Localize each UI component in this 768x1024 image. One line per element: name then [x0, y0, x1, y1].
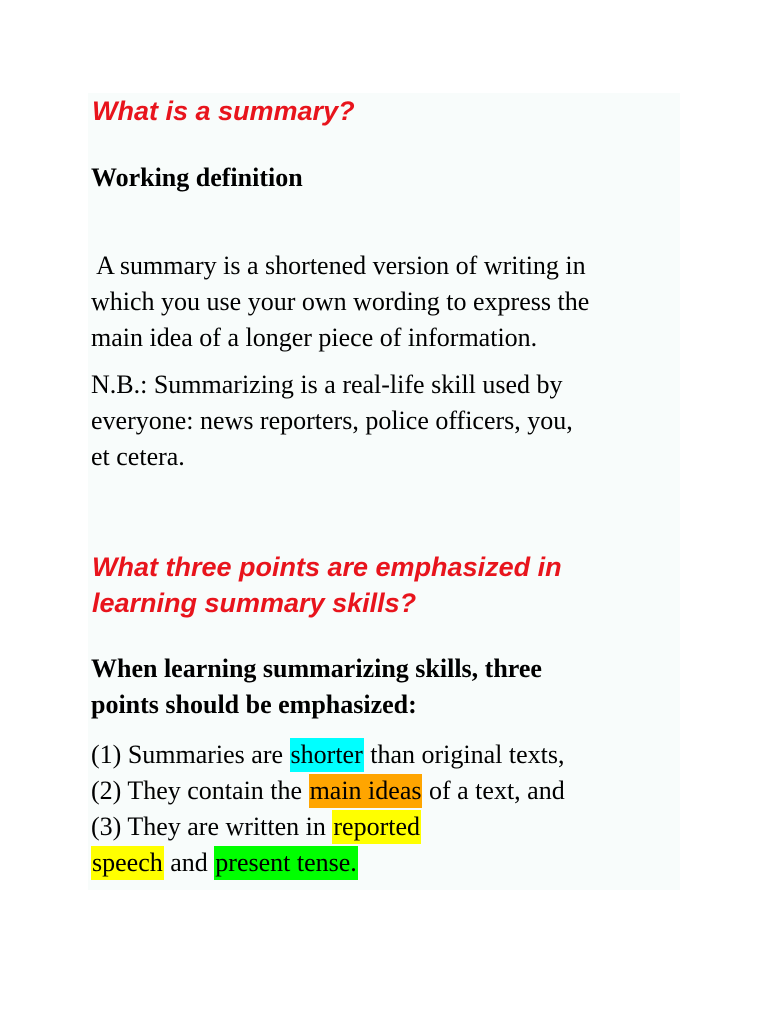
definition-line: main idea of a longer piece of information.: [91, 323, 538, 352]
working-definition-heading: Working definition: [91, 163, 303, 192]
note-paragraph: [91, 367, 573, 475]
point-3-prefix: (3) They are written in: [91, 812, 333, 841]
highlight-reported: reported: [332, 810, 421, 844]
highlight-shorter: shorter: [290, 738, 364, 772]
question-line: learning summary skills?: [92, 588, 417, 618]
question-heading-three-points: [92, 549, 562, 621]
note-line: everyone: news reporters, police officers, you,: [91, 406, 573, 435]
note-line: et cetera.: [91, 442, 185, 471]
highlight-main-ideas: main ideas: [309, 774, 423, 808]
point-3: [91, 809, 565, 845]
point-1: [91, 737, 565, 773]
point-3-middle: and: [163, 848, 215, 877]
highlight-present-tense: present tense.: [214, 846, 358, 880]
point-2: [91, 773, 565, 809]
definition-line: A summary is a shortened version of writing in: [91, 251, 586, 280]
point-3-continued: [91, 845, 565, 881]
note-line: N.B.: Summarizing is a real-life skill used by: [91, 370, 563, 399]
point-2-prefix: (2) They contain the: [91, 776, 309, 805]
emphasis-heading: [91, 651, 542, 723]
emphasis-heading-line: When learning summarizing skills, three: [91, 654, 542, 683]
definition-line: which you use your own wording to express the: [91, 287, 590, 316]
definition-paragraph: [91, 248, 589, 356]
points-list: [91, 737, 565, 881]
question-heading-summary: What is a summary?: [92, 96, 355, 126]
point-1-suffix: than original texts,: [363, 740, 565, 769]
emphasis-heading-line: points should be emphasized:: [91, 690, 417, 719]
point-1-prefix: (1) Summaries are: [91, 740, 290, 769]
question-line: What three points are emphasized in: [92, 552, 562, 582]
point-2-suffix: of a text, and: [422, 776, 565, 805]
highlight-speech: speech: [91, 846, 164, 880]
